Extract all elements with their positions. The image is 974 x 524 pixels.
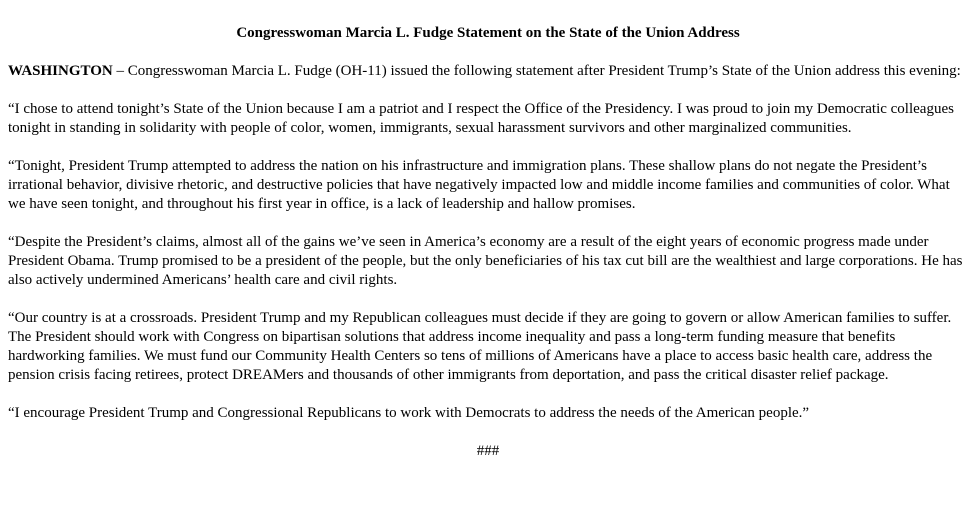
end-mark: ### [476, 443, 500, 459]
statement-paragraph-2: “Tonight, President Trump attempted to address the nation on his infrastructure and immigration plans. These shallow plans do not negate the President’s irrational behavior, divisive rhetoric, and destructive policies that have negatively impacted low and middle income families and communities of color. What we have seen tonight, and throughout his first year in office, is a lack of leadership and hallow promises. [8, 158, 950, 212]
statement-paragraph-1: “I chose to attend tonight’s State of the Union because I am a patriot and I respect the Office of the Presidency. I was proud to join my Democratic colleagues tonight in standing in solidarity with people of color, women, immigrants, sexual harassment survivors and other marginalized communities. [8, 101, 954, 136]
dateline: WASHINGTON [8, 63, 113, 79]
statement-paragraph-3: “Despite the President’s claims, almost all of the gains we’ve seen in America’s economy are a result of the eight years of economic progress made under President Obama. Trump promised to be a president of the people, but the only beneficiaries of his tax cut bill are the wealthiest and large corporations. He has also actively undermined Americans’ health care and civil rights. [8, 234, 963, 288]
intro-paragraph [8, 62, 968, 81]
document-title: Congresswoman Marcia L. Fudge Statement on the State of the Union Address [236, 25, 740, 41]
press-release [8, 24, 968, 461]
statement-paragraph-4: “Our country is at a crossroads. President Trump and my Republican colleagues must decide if they are going to govern or allow American families to suffer. The President should work with Congress on bipartisan solutions that address income inequality and pass a long-term funding measure that benefits hardworking families. We must fund our Community Health Centers so tens of millions of Americans have a place to access basic health care, address the pension crisis facing retirees, protect DREAMers and thousands of other immigrants from deportation, and pass the critical disaster relief package. [8, 310, 952, 383]
statement-paragraph-5: “I encourage President Trump and Congressional Republicans to work with Democrats to address the needs of the American people.” [8, 405, 810, 421]
intro-text: – Congresswoman Marcia L. Fudge (OH-11) issued the following statement after President Trump’s State of the Union address this evening: [112, 63, 961, 79]
